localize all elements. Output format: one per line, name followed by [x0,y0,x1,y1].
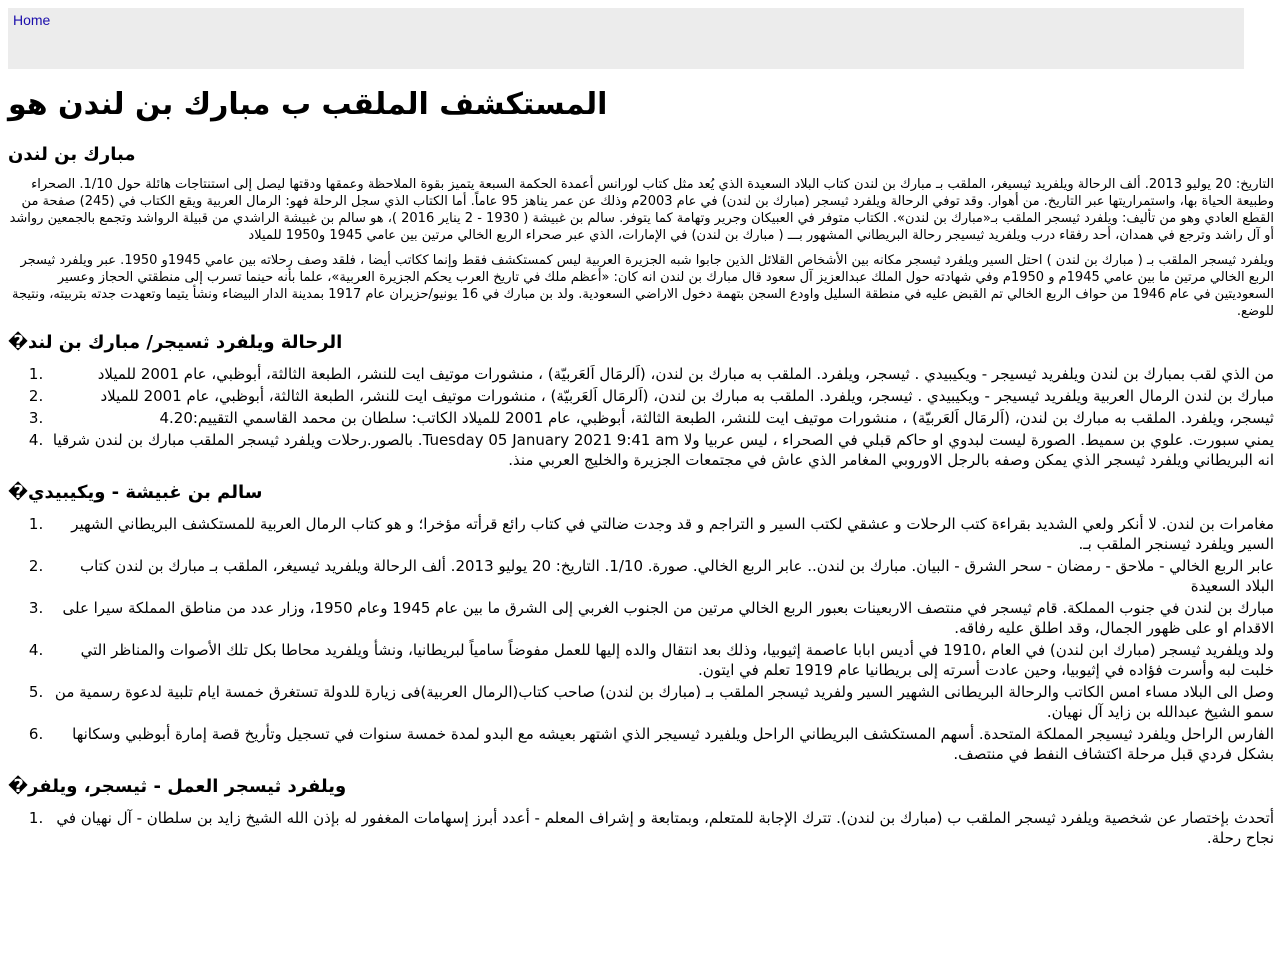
results-list [8,808,1274,848]
list-item [48,556,1274,596]
section-heading: ويلفرد ثيسجر العمل - ثيسجر، ويلفر� [8,776,347,797]
section-heading: سالم بن غبيشة - ويكيبيدي� [8,482,263,503]
page-title: المستكشف الملقب ب مبارك بن لندن هو [8,87,608,122]
list-item [48,430,1274,470]
list-item-text: 2. مبارك بن لندن الرمال العربية ويلفريد ثيسيجر - ويكيبيدي . ثيسجر، ويلفرد. الملقب به مبارك بن لندن، (اَلرمَال اَلعَربيّة) ، منشورات موتيف ايت للنشر، الطبعة الثالثة، أبوظبي، عام 2001 للميلاد [100,387,1274,405]
list-item-text: 4. يمني سبورت. علوي بن سميط. الصورة ليست لبدوي او حاكم قبلي في الصحراء ، ليس عربيا ولا Tuesday 05 January 2021 9:41 am. بالصور.رحلات ويلفرد ثيسجر الملقب مبارك بن لندن شرقيا انه البريطاني ويلفرد ثيسجر الذي يمكن وصفه بالرجل الاوروبي المغامر الذي عاش في مجتمعات الجزيرة والخليج العربي منذ. [52,431,1274,469]
intro-paragraph: التاريخ: 20 يوليو 2013. ألف الرحالة ويلفريد ثيسيغر، الملقب بـ مبارك بن لندن كتاب البلاد السعيدة الذي يُعد مثل كتاب لورانس أعمدة الحكمة السبعة يتميز بقوة الملاحظة وعمقها ودقتها ليصل إلى استنتاجات هائلة حول 1/10. الصحراء وطبيعة الحياة بها، واستمراريتها عبر التاريخ. من أهوار. وقد توفي الرحالة ويلفرد ثيسجر (مبارك بن لندن) في عام 2003م وذلك عن عمر يناهز 95 عاماً. أما الكتاب الذي سجل الرحلة فهو: الرمال العربية ويقع الكتاب في (245) صفحة من القطع العادي وهو من تأليف: ويلفرد ثيسجر الملقب بـ«مبارك بن لندن». الكتاب متوفر في العبيكان وجرير وتهامة كما يتوفر. سالم بن غبيشة ( 1930 - 2 يناير 2016 )، هو سالم بن غبيشة الراشدي من قبيلة الرواشد وتجمع بالجمعين رواشد أو آل راشد وترجع في همدان، أحد رفقاء درب ويلفريد ثيسيجر رحالة البريطاني المشهور بـــ ( مبارك بن لندن) في الإمارات، الذي عبر صحراء الربع الخالي مرتين بين عامي 1945 و1950 للميلاد [9,177,1274,243]
results-list [8,514,1274,764]
article-subtitle: مبارك بن لندن [8,144,136,165]
second-paragraph: ويلفرد ثيسجر الملقب بـ ( مبارك بن لندن ) احتل السير ويلفرد ثيسجر مكانه بين الأشخاص القلائل الذين جابوا شبه الجزيرة العربية ليس كمستكشف فقط وإنما ككاتب أيضا ، فلقد وصف رحلاته بين عامي 1945و 1950. عبر ويلفرد ثيسجر الربع الخالي مرتين ما بين عامي 1945م و 1950م وفي شهادته حول الملك عبدالعزيز آل سعود قال مبارك بن لندن انه كان: «أعظم ملك في تاريخ العرب يحكم الجزيرة العربية»، علما بأنه حينما تسرب إلى منطقتي الحجاز وعسير السعوديتين في عام 1946 من حواف الربع الخالي تم القبض عليه في منطقة السليل واودع السجن بتهمة دخول الاراضي السعودية. ولد بن مبارك في 16 يونيو/حزيران عام 1917 بمدينة الدار البيضاء ونشأ يتيما وتعهدت جدته بتربيته، ونتيجة للوضع. [12,253,1274,319]
list-item-text: 3. ثيسجر، ويلفرد. الملقب به مبارك بن لندن، (اَلرمَال اَلعَربيّة) ، منشورات موتيف ايت للنشر، الطبعة الثالثة، أبوظبي، عام 2001 للميلاد الكاتب: سلطان بن محمد القاسمي التقييم:4.20 [159,409,1274,427]
list-item [48,364,1274,384]
list-item [48,682,1274,722]
list-item-text: 4. ولد ويلفريد ثيسجر (مبارك ابن لندن) في العام ،1910 في أديس ابابا عاصمة إثيوبيا، وذلك بعد انتقال والده إليها للعمل مفوضاً سامياً لبريطانيا، ونشأ ويلفريد محاطا بكل تلك الأصوات والمناظر التي خلبت لبه وأسرت فؤاده في إثيوبيا، وحين عادت أسرته إلى بريطانيا عام 1919 تعلم في ايتون. [80,641,1274,679]
list-item [48,724,1274,764]
home-link[interactable]: Home [13,12,51,28]
top-navigation-bar [8,8,1244,69]
list-item-text: 6. الفارس الراحل ويلفرد ثيسيجر المملكة المتحدة. أسهم المستكشف البريطاني الراحل ويلفيرد ثيسيجر الذي اشتهر بعيشه مع البدو لمدة خمسة سنوات في تسجيل وتأريخ قصة إمارة أبوظبي وسكانها بشكل فردي قبل مرحلة اكتشاف النفط في منتصف. [72,725,1274,763]
article-content [8,80,1274,856]
list-item [48,808,1274,848]
list-item [48,598,1274,638]
section-heading: الرحالة ويلفرد ثسيجر/ مبارك بن لند� [8,332,343,353]
list-item [48,514,1274,554]
list-item [48,386,1274,406]
list-item-text: 3. مبارك بن لندن في جنوب المملكة. قام ثيسجر في منتصف الاربعينات بعبور الربع الخالي مرتين من الجنوب الغربي إلى الشرق ما بين عام 1945 وعام 1950، وزار عدد من مناطق المملكة سيرا على الاقدام او على ظهور الجمال، وقد اطلق عليه رفاقه. [62,599,1274,637]
list-item-text: 1. من الذي لقب بمبارك بن لندن ويلفريد ثيسيجر - ويكيبيدي . ثيسجر، ويلفرد. الملقب به مبارك بن لندن، (اَلرمَال اَلعَربيّة) ، منشورات موتيف ايت للنشر، الطبعة الثالثة، أبوظبي، عام 2001 للميلاد [97,365,1274,383]
list-item-text: 1. أتحدث بإختصار عن شخصية ويلفرد ثيسجر الملقب ب (مبارك بن لندن). تترك الإجابة للمتعلم، وبمتابعة و إشراف المعلم - أعدد أبرز إسهامات المغفور له بإذن الله الشيخ زايد بن سلطان - آل نهيان في نجاح رحلة. [56,809,1274,847]
list-item-text: 2. عابر الربع الخالي - ملاحق - رمضان - سحر الشرق - البيان. مبارك بن لندن.. عابر الربع الخالي. صورة. 1/10. التاريخ: 20 يوليو 2013. ألف الرحالة ويلفريد ثيسيغر، الملقب بـ مبارك بن لندن كتاب البلاد السعيدة [80,557,1274,595]
results-list [8,364,1274,470]
list-item-text: 1. مغامرات بن لندن. لا أنكر ولعي الشديد بقراءة كتب الرحلات و عشقي لكتب السير و التراجم و قد وجدت ضالتي في كتاب رائع قرأته مؤخرا؛ و هو كتاب الرمال العربية للمستكشف البريطاني الشهير السير ويلفرد ثيسنجر الملقب بـ. [71,515,1274,553]
list-item [48,408,1274,428]
list-item [48,640,1274,680]
list-item-text: 5. وصل الى البلاد مساء امس الكاتب والرحالة البريطانى الشهير السير ولفريد ثيسجر الملقب بـ (مبارك بن لندن) صاحب كتاب(الرمال العربية)فى زيارة للدولة تستغرق خمسة ايام تلبية لدعوة رسمية من سمو الشيخ عبدالله بن زايد آل نهيان. [54,683,1274,721]
